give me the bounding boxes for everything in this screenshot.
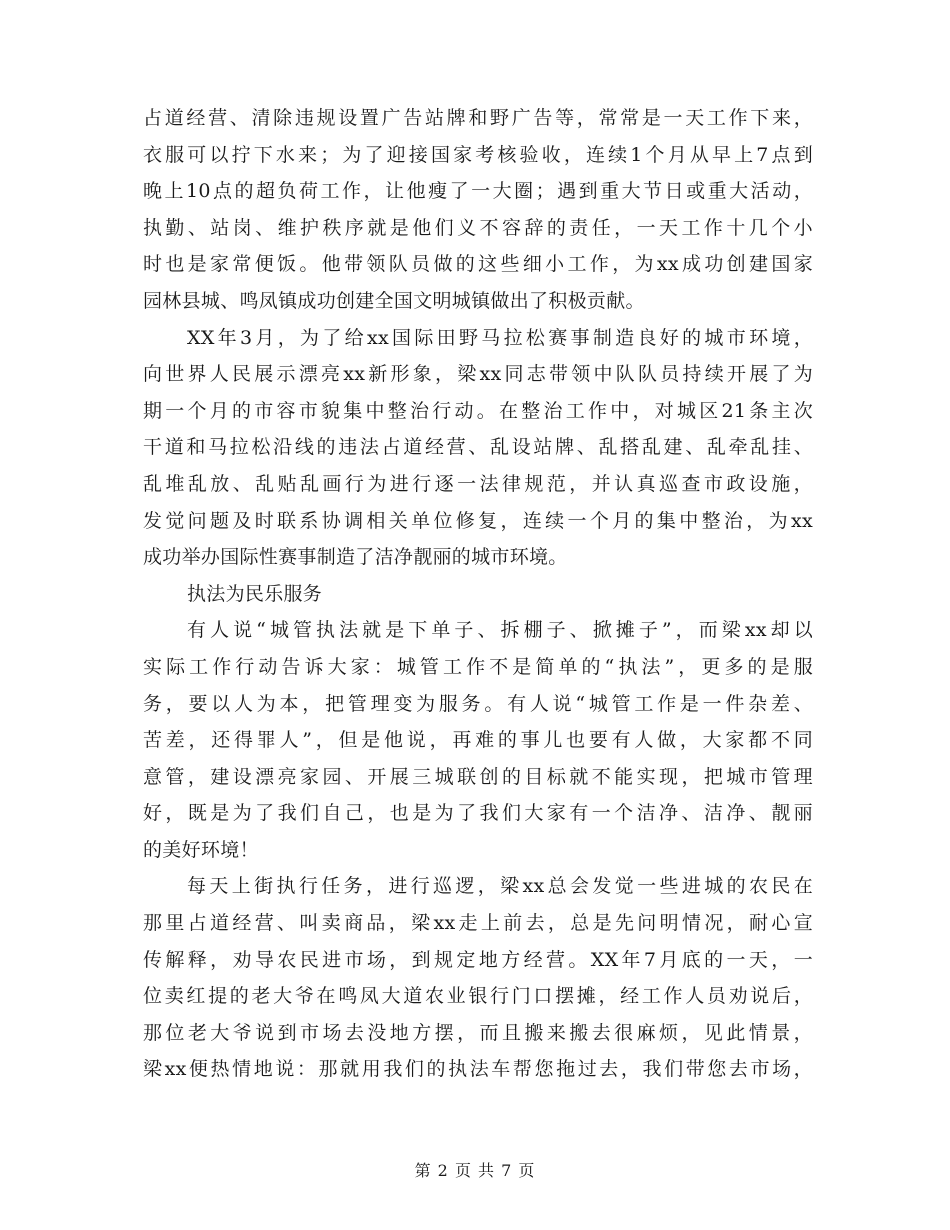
text-line: 意管，建设漂亮家园、开展三城联创的目标就不能实现，把城市管理 — [143, 765, 813, 788]
text-line: 发觉问题及时联系协调相关单位修复，连续一个月的集中整治，为xx — [143, 509, 813, 532]
text-line: 的美好环境！ — [143, 838, 259, 861]
text-line: 那里占道经营、叫卖商品，梁xx走上前去，总是先问明情况，耐心宣 — [143, 912, 813, 935]
text-line: 期一个月的市容市貌集中整治行动。在整治工作中，对城区21条主次 — [143, 399, 813, 422]
text-line: 成功举办国际性赛事制造了洁净靓丽的城市环境。 — [143, 546, 568, 569]
document-body — [143, 100, 813, 1088]
page-number-label: 第 2 页 共 7 页 — [414, 1161, 536, 1180]
text-line: 占道经营、清除违规设置广告站牌和野广告等，常常是一天工作下来， — [143, 107, 813, 129]
paragraph-start-line: XX年3月，为了给xx国际田野马拉松赛事制造良好的城市环境， — [187, 326, 813, 349]
paragraph-start-line: 有人说“城管执法就是下单子、拆棚子、掀摊子”，而梁xx却以 — [187, 619, 813, 642]
text-line: 晚上10点的超负荷工作，让他瘦了一大圈；遇到重大节日或重大活动， — [143, 180, 813, 203]
section-heading: 执法为民乐服务 — [187, 582, 323, 605]
text-line: 那位老大爷说到市场去没地方摆，而且搬来搬去很麻烦，见此情景， — [143, 1021, 813, 1044]
text-line: 苦差，还得罪人”，但是他说，再难的事儿也要有人做，大家都不同 — [143, 729, 813, 752]
text-line: 衣服可以拧下水来；为了迎接国家考核验收，连续1个月从早上7点到 — [143, 143, 813, 166]
page-footer — [0, 1158, 950, 1181]
paragraph-start-line: 每天上街执行任务，进行巡逻，梁xx总会发觉一些进城的农民在 — [187, 875, 813, 898]
text-line: 执勤、站岗、维护秩序就是他们义不容辞的责任，一天工作十几个小 — [143, 216, 813, 239]
text-line: 时也是家常便饭。他带领队员做的这些细小工作，为xx成功创建国家 — [143, 253, 813, 276]
text-line: 好，既是为了我们自己，也是为了我们大家有一个洁净、洁净、靓丽 — [143, 802, 813, 825]
text-line: 务，要以人为本，把管理变为服务。有人说“城管工作是一件杂差、 — [143, 692, 813, 715]
text-line: 实际工作行动告诉大家：城管工作不是简单的“执法”，更多的是服 — [143, 655, 813, 678]
text-line: 向世界人民展示漂亮xx新形象，梁xx同志带领中队队员持续开展了为 — [143, 363, 813, 386]
text-line: 位卖红提的老大爷在鸣凤大道农业银行门口摆摊，经工作人员劝说后， — [143, 985, 813, 1008]
text-line: 梁xx便热情地说：那就用我们的执法车帮您拖过去，我们带您去市场， — [143, 1058, 813, 1081]
text-line: 园林县城、鸣凤镇成功创建全国文明城镇做出了积极贡献。 — [143, 289, 645, 312]
text-line: 乱堆乱放、乱贴乱画行为进行逐一法律规范，并认真巡查市政设施， — [143, 472, 813, 495]
text-line: 传解释，劝导农民进市场，到规定地方经营。XX年7月底的一天，一 — [143, 948, 813, 971]
text-line: 干道和马拉松沿线的违法占道经营、乱设站牌、乱搭乱建、乱牵乱挂、 — [143, 436, 813, 459]
